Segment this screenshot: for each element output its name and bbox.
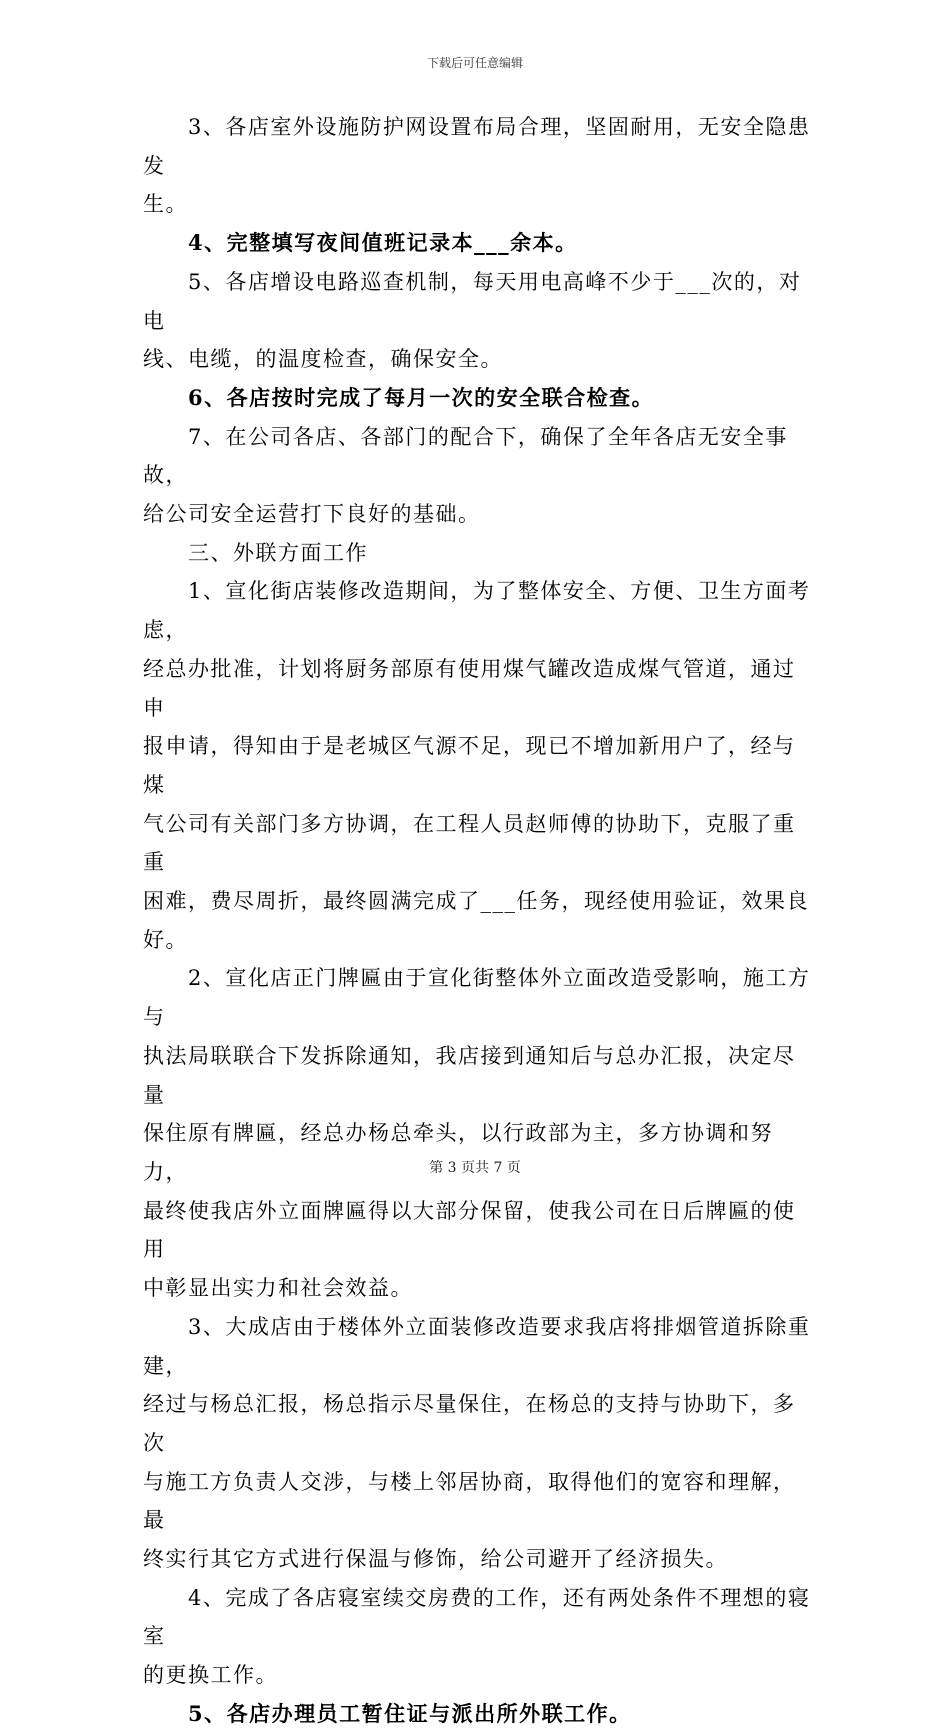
- paragraph-line: 3、大成店由于楼体外立面装修改造要求我店将排烟管道拆除重建，: [143, 1314, 811, 1378]
- paragraph: [143, 1695, 813, 1734]
- paragraph: [143, 534, 813, 573]
- paragraph-line: 困难，费尽周折，最终圆满完成了___任务，现经使用验证，效果良好。: [143, 889, 809, 952]
- page-footer: 第 3 页共 7 页: [429, 1160, 521, 1176]
- paragraph: [143, 572, 813, 959]
- paragraph-line: 4、完成了各店寝室续交房费的工作，还有两处条件不理想的寝室: [143, 1585, 811, 1649]
- paragraph-line: 线、电缆，的温度检查，确保安全。: [143, 347, 503, 372]
- paragraph-line: 气公司有关部门多方协调，在工程人员赵师傅的协助下，克服了重重: [143, 811, 796, 875]
- paragraph-line: 7、在公司各店、各部门的配合下，确保了全年各店无安全事故，: [143, 424, 788, 488]
- paragraph-line: 6、各店按时完成了每月一次的安全联合检查。: [188, 384, 655, 410]
- paragraph-line: 与施工方负责人交涉，与楼上邻居协商，取得他们的宽容和理解，最: [143, 1469, 796, 1533]
- paragraph: [143, 418, 813, 534]
- paragraph-line: 经过与杨总汇报，杨总指示尽量保住，在杨总的支持与协助下，多次: [143, 1392, 796, 1455]
- paragraph-line: 报申请，得知由于是老城区气源不足，现已不增加新用户了，经与煤: [143, 734, 796, 797]
- paragraph-line: 1、宣化街店装修改造期间，为了整体安全、方便、卫生方面考虑，: [143, 579, 811, 643]
- paragraph-line: 中彰显出实力和社会效益。: [143, 1276, 413, 1301]
- paragraph: [143, 379, 813, 418]
- paragraph-line: 最终使我店外立面牌匾得以大部分保留，使我公司在日后牌匾的使用: [143, 1198, 796, 1262]
- paragraph-line: 5、各店办理员工暂住证与派出所外联工作。: [188, 1700, 632, 1726]
- paragraph-line: 给公司安全运营打下良好的基础。: [143, 502, 481, 527]
- paragraph-line: 三、外联方面工作: [188, 540, 368, 565]
- paragraph: [143, 1579, 813, 1695]
- paragraph-line: 生。: [143, 192, 188, 217]
- page-header: 下载后可任意编辑: [426, 56, 523, 70]
- paragraph-line: 保住原有牌匾，经总办杨总牵头，以行政部为主，多方协调和努力，: [143, 1121, 773, 1184]
- document-body: [143, 108, 813, 1734]
- paragraph-line: 经总办批准，计划将厨务部原有使用煤气罐改造成煤气管道，通过申: [143, 656, 796, 720]
- paragraph: [143, 1308, 813, 1579]
- paragraph-line: 2、宣化店正门牌匾由于宣化街整体外立面改造受影响，施工方与: [143, 966, 811, 1030]
- paragraph-line: 5、各店增设电路巡查机制，每天用电高峰不少于___次的，对电: [143, 269, 802, 333]
- paragraph-line: 3、各店室外设施防护网设置布局合理，坚固耐用，无安全隐患发: [143, 115, 811, 178]
- paragraph-line: 的更换工作。: [143, 1663, 278, 1688]
- paragraph-line: 执法局联联合下发拆除通知，我店接到通知后与总办汇报，决定尽量: [143, 1043, 796, 1107]
- paragraph: [143, 224, 813, 263]
- paragraph: [143, 959, 813, 1307]
- paragraph: [143, 263, 813, 379]
- paragraph-line: 4、完整填写夜间值班记录本___余本。: [188, 230, 578, 256]
- paragraph: [143, 108, 813, 224]
- paragraph-line: 终实行其它方式进行保温与修饰，给公司避开了经济损失。: [143, 1547, 728, 1572]
